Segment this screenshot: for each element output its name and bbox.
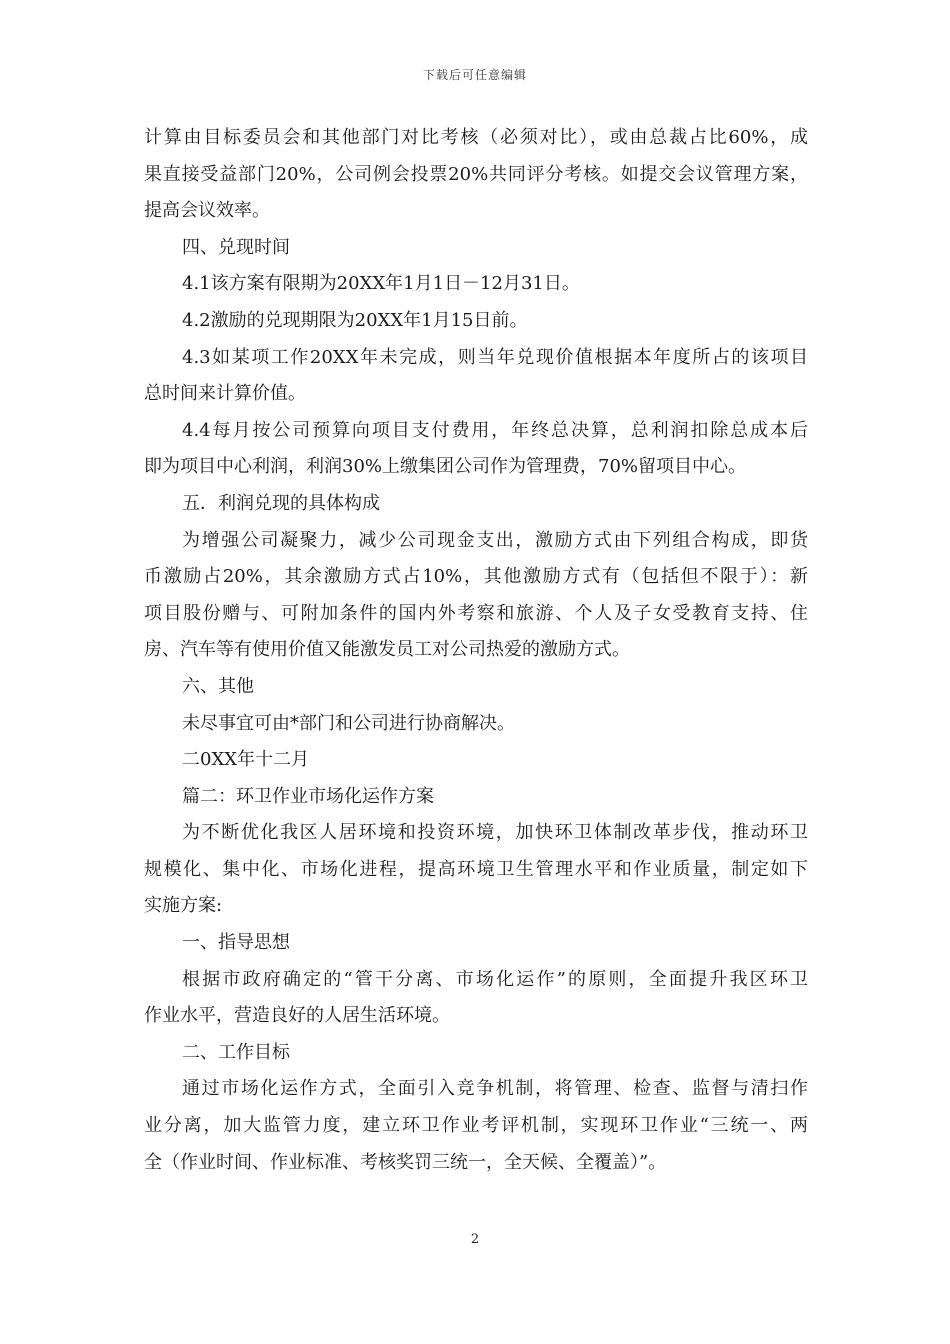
text-line: 4.1该方案有限期为20XX年1月1日－12月31日。 [182,273,580,295]
text-line: 4.3如某项工作20XX年未完成，则当年兑现价值根据本年度所占的该项目 [182,346,808,368]
text-line: 篇二：环卫作业市场化运作方案 [182,785,434,807]
text-line: 果直接受益部门20%，公司例会投票20%共同评分考核。如提交会议管理方案， [144,163,808,185]
text-line: 4.2激励的兑现期限为20XX年1月15日前。 [182,309,528,331]
text-line: 总时间来计算价值。 [144,383,306,405]
text-line: 通过市场化运作方式，全面引入竞争机制，将管理、检查、监督与清扫作 [182,1078,808,1100]
text-line: 提高会议效率。 [144,200,270,222]
page-header: 下载后可任意编辑 [422,68,527,82]
text-line: 项目股份赠与、可附加条件的国内外考察和旅游、个人及子女受教育支持、住 [144,602,808,624]
text-line: 为不断优化我区人居环境和投资环境，加快环卫体制改革步伐，推动环卫 [182,822,808,844]
text-line: 实施方案: [144,895,223,917]
text-line: 作业水平，营造良好的人居生活环境。 [144,1005,450,1027]
text-line: 全（作业时间、作业标准、考核奖罚三统一，全天候、全覆盖）”。 [144,1151,667,1173]
text-line: 房、汽车等有使用价值又能激发员工对公司热爱的激励方式。 [144,639,630,661]
document-body [144,120,808,1181]
text-line: 六、其他 [182,675,254,697]
text-line: 规模化、集中化、市场化进程，提高环境卫生管理水平和作业质量，制定如下 [144,858,808,880]
text-line: 二0XX年十二月 [182,749,310,771]
text-line: 业分离，加大监管力度，建立环卫作业考评机制，实现环卫作业“三统一、两 [144,1115,808,1137]
text-line: 四、兑现时间 [182,236,290,258]
text-line: 计算由目标委员会和其他部门对比考核（必须对比），或由总裁占比60%，成 [144,127,808,148]
text-line: 二、工作目标 [182,1041,290,1063]
text-line: 未尽事宜可由*部门和公司进行协商解决。 [182,712,515,734]
text-line: 4.4每月按公司预算向项目支付费用，年终总决算，总利润扣除总成本后 [182,419,808,441]
text-line: 根据市政府确定的“管干分离、市场化运作”的原则，全面提升我区环卫 [182,968,808,990]
text-line: 币激励占20%，其余激励方式占10%，其他激励方式有（包括但不限于）：新 [144,566,808,588]
text-line: 即为项目中心利润，利润30%上缴集团公司作为管理费，70%留项目中心。 [144,456,747,478]
text-line: 为增强公司凝聚力，减少公司现金支出，激励方式由下列组合构成，即货 [182,529,808,551]
page-number: 2 [470,1232,480,1247]
text-line: 一、指导思想 [182,932,290,954]
text-line: 五．利润兑现的具体构成 [182,492,380,514]
